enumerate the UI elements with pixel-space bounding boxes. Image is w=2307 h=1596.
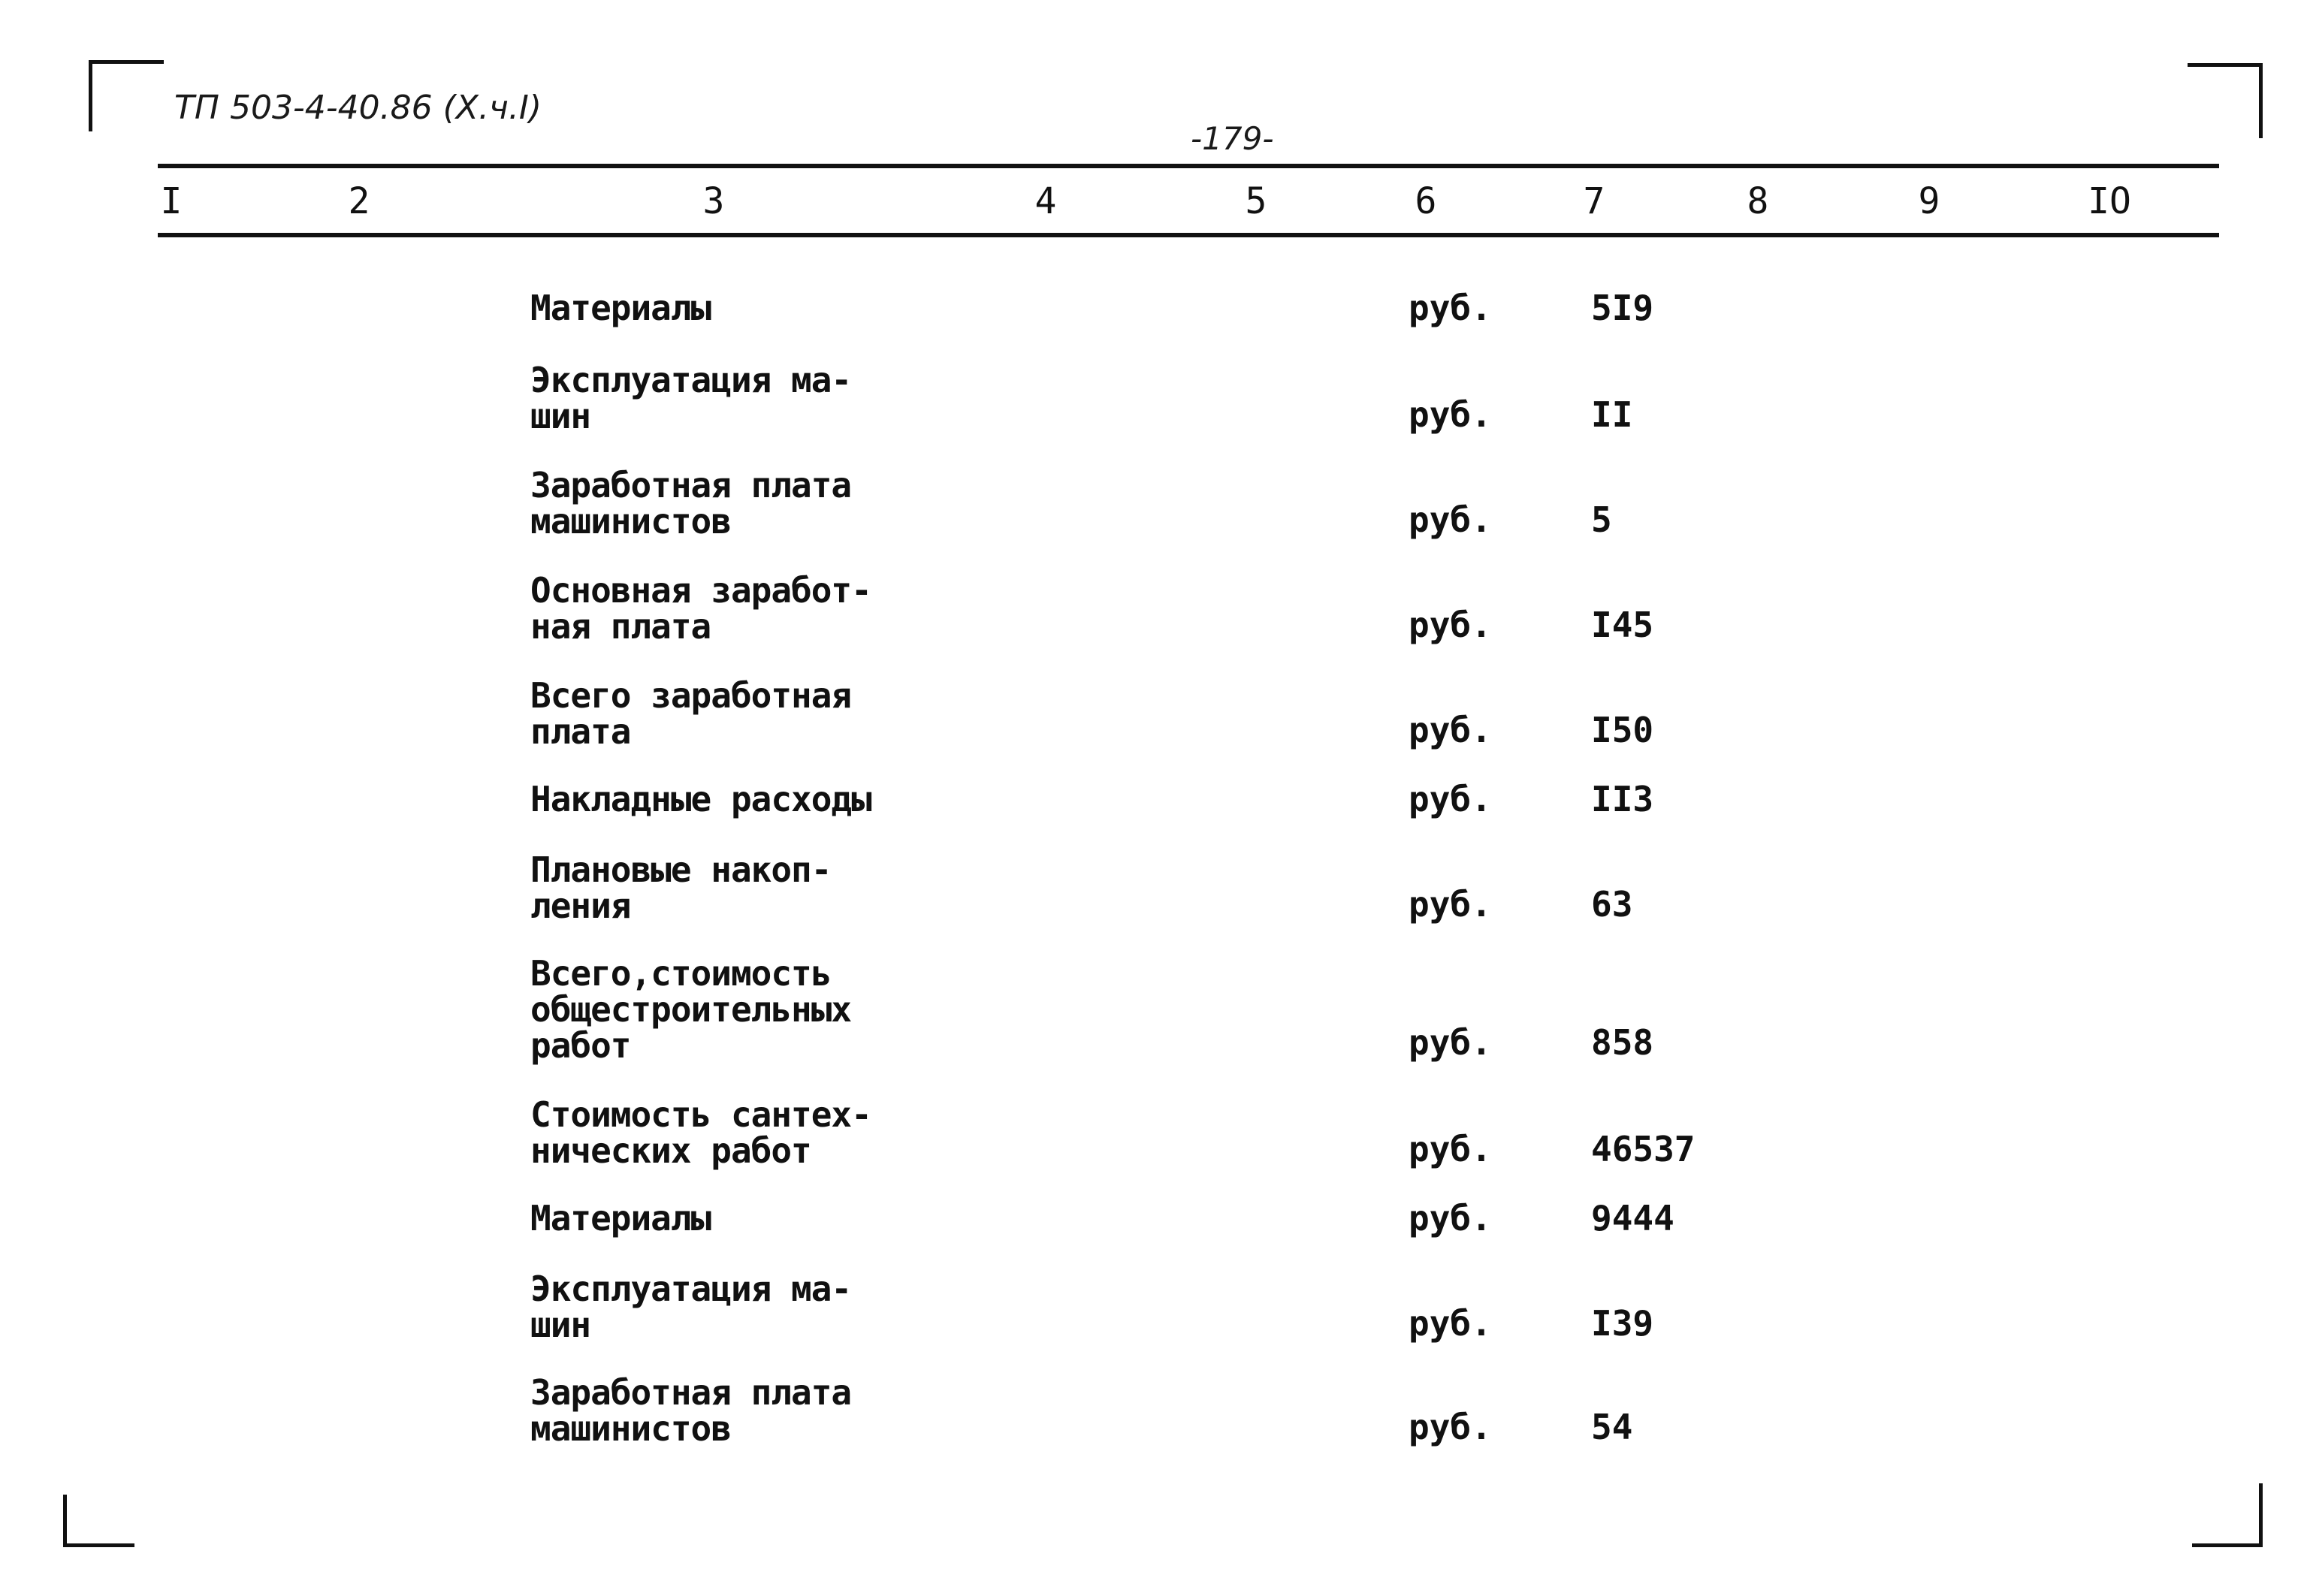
row-description: Заработная плата машинистов bbox=[530, 1372, 852, 1449]
column-number: 5 bbox=[1245, 180, 1267, 222]
row-value: 54 bbox=[1591, 1407, 1633, 1447]
row-unit: руб. bbox=[1409, 394, 1492, 435]
row-unit: руб. bbox=[1409, 1129, 1492, 1169]
document-reference: ТП 503-4-40.86 (Х.ч.I) bbox=[174, 89, 542, 127]
row-description: Плановые накоп- ления bbox=[530, 849, 832, 926]
row-unit: руб. bbox=[1409, 1303, 1492, 1344]
row-description: Стоимость сантех- нических работ bbox=[530, 1094, 871, 1171]
column-number: 7 bbox=[1583, 180, 1605, 222]
column-number: 6 bbox=[1415, 180, 1437, 222]
corner-mark-bottom-left bbox=[63, 1495, 67, 1547]
row-description: Всего,стоимость общестроительных работ bbox=[530, 953, 852, 1066]
row-description: Материалы bbox=[530, 288, 711, 328]
row-description: Эксплуатация ма- шин bbox=[530, 360, 852, 436]
corner-mark-bottom-left bbox=[63, 1543, 134, 1547]
corner-mark-top-right bbox=[2259, 63, 2263, 138]
row-value: 46537 bbox=[1591, 1129, 1696, 1169]
row-unit: руб. bbox=[1409, 1407, 1492, 1447]
row-unit: руб. bbox=[1409, 779, 1492, 819]
row-value: I39 bbox=[1591, 1303, 1654, 1344]
row-description: Эксплуатация ма- шин bbox=[530, 1269, 852, 1345]
row-value: I50 bbox=[1591, 710, 1654, 750]
column-number: 9 bbox=[1918, 180, 1940, 222]
row-value: II3 bbox=[1591, 779, 1654, 819]
row-unit: руб. bbox=[1409, 710, 1492, 750]
corner-mark-bottom-right bbox=[2192, 1543, 2263, 1547]
row-unit: руб. bbox=[1409, 1198, 1492, 1238]
row-value: 5 bbox=[1591, 499, 1612, 540]
table-top-rule bbox=[158, 164, 2219, 168]
corner-mark-top-right bbox=[2188, 63, 2263, 67]
column-number: 2 bbox=[348, 180, 370, 222]
row-description: Заработная плата машинистов bbox=[530, 465, 852, 542]
row-description: Накладные расходы bbox=[530, 779, 871, 819]
row-value: 63 bbox=[1591, 884, 1633, 925]
row-description: Основная заработ- ная плата bbox=[530, 570, 871, 647]
column-number: I bbox=[160, 180, 183, 222]
row-unit: руб. bbox=[1409, 605, 1492, 645]
column-number: 4 bbox=[1034, 180, 1057, 222]
corner-mark-bottom-right bbox=[2259, 1483, 2263, 1547]
row-unit: руб. bbox=[1409, 1022, 1492, 1063]
row-unit: руб. bbox=[1409, 288, 1492, 328]
table-header-rule bbox=[158, 233, 2219, 237]
corner-mark-top-left bbox=[89, 60, 92, 131]
row-unit: руб. bbox=[1409, 499, 1492, 540]
column-number: IO bbox=[2088, 180, 2131, 222]
page-number: -179- bbox=[1191, 120, 1274, 157]
row-description: Всего заработная плата bbox=[530, 675, 852, 752]
row-value: II bbox=[1591, 394, 1633, 435]
row-unit: руб. bbox=[1409, 884, 1492, 925]
row-value: 9444 bbox=[1591, 1198, 1674, 1238]
column-number: 8 bbox=[1747, 180, 1769, 222]
column-number: 3 bbox=[702, 180, 725, 222]
corner-mark-top-left bbox=[89, 60, 164, 64]
row-value: I45 bbox=[1591, 605, 1654, 645]
row-value: 5I9 bbox=[1591, 288, 1654, 328]
row-description: Материалы bbox=[530, 1198, 711, 1238]
row-value: 858 bbox=[1591, 1022, 1654, 1063]
